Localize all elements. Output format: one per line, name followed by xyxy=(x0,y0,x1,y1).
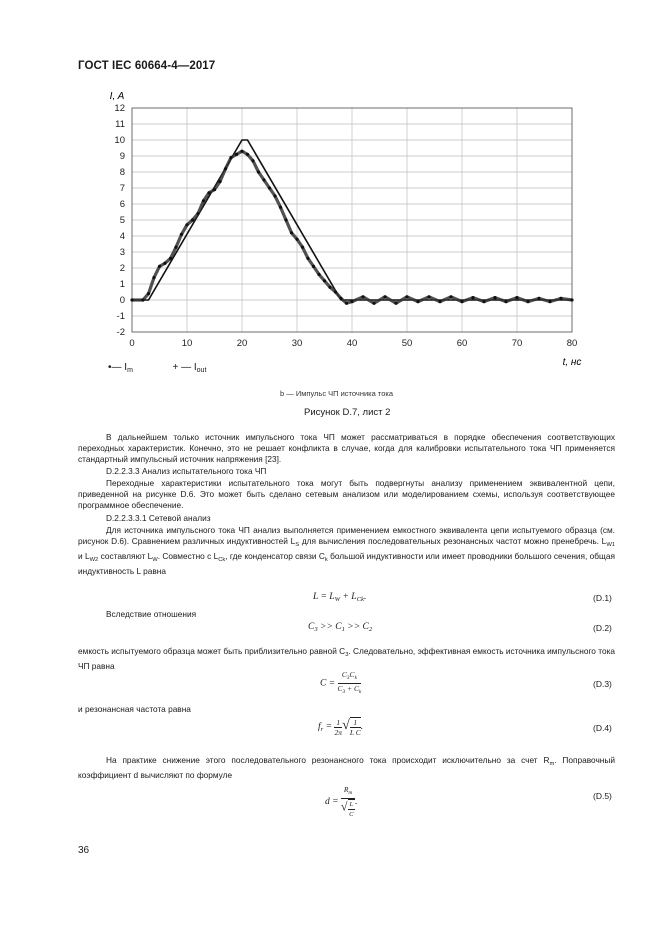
series-iout-point xyxy=(273,194,276,197)
series-iout-point xyxy=(224,167,227,170)
series-iout-point xyxy=(548,300,551,303)
series-iout-point xyxy=(526,300,529,303)
document-header: ГОСТ IEC 60664-4—2017 xyxy=(78,60,216,72)
equation-d5: d = $R_m$ √ $\frac{L}{C}$ . xyxy=(325,785,358,818)
series-iout-point xyxy=(405,295,408,298)
y-tick-label: 5 xyxy=(119,215,125,227)
series-iout-point xyxy=(213,188,216,191)
y-tick-label: 9 xyxy=(119,151,125,163)
series-iout-point xyxy=(251,159,254,162)
x-tick-label: 50 xyxy=(401,338,413,349)
x-tick-label: 40 xyxy=(346,338,358,349)
equation-number-d3: (D.3) xyxy=(593,679,612,689)
series-iout-point xyxy=(202,199,205,202)
series-iout-point xyxy=(295,238,298,241)
series-iout-point xyxy=(361,295,364,298)
x-tick-label: 80 xyxy=(566,338,578,349)
y-tick-label: -1 xyxy=(116,311,125,323)
series-iout-point xyxy=(383,295,386,298)
series-iout-point xyxy=(268,186,271,189)
y-tick-label: 10 xyxy=(114,135,125,147)
section-heading-d22333: D.2.2.3.3 Анализ испытательного тока ЧП xyxy=(106,466,267,476)
series-iout-point xyxy=(416,300,419,303)
y-tick-label: 7 xyxy=(119,183,125,195)
y-tick-label: 4 xyxy=(119,231,125,243)
series-iout-point xyxy=(471,296,474,299)
equation-number-d5: (D.5) xyxy=(593,791,612,801)
paragraph-5: Для источника импульсного тока ЧП анализ выполняется применением емкостного эквивалента цепи испытуемого образца (см. рисунок D.6). Сравнением различных индуктивностей $L_S$ для вычисления последовательных резонансных частот можно пренебречь. $L_{W1}$ и $L_{W2}$ составляют $L_W$. Совместно с $L_{Ck}$, где конденсатор связи $C_k$ большой индуктивности или имеет проводники большого сечения, общая индуктивность L равна xyxy=(78,525,616,577)
series-iout-point xyxy=(537,297,540,300)
paragraph-7: емкость испытуемого образца может быть приблизительно равной $C_3$. Следовательно, эффективная емкость источника импульсного тока ЧП равна xyxy=(78,646,615,672)
series-iout-point xyxy=(301,246,304,249)
series-iout-point xyxy=(169,257,172,260)
y-tick-label: 2 xyxy=(119,263,125,275)
series-iout-point xyxy=(345,302,348,305)
series-iout-point xyxy=(279,206,282,209)
series-iout-point xyxy=(141,298,144,301)
x-tick-label: 70 xyxy=(511,338,523,349)
y-tick-label: 6 xyxy=(119,199,125,211)
x-tick-label: 30 xyxy=(291,338,303,349)
series-iout-point xyxy=(185,223,188,226)
series-iout-point xyxy=(174,246,177,249)
y-tick-label: 1 xyxy=(119,279,125,291)
series-iout-point xyxy=(191,218,194,221)
series-iout-point xyxy=(262,178,265,181)
figure-subcaption: b — Импульс ЧП источника тока xyxy=(280,389,393,398)
series-iout-point xyxy=(317,273,320,276)
chart-legend xyxy=(108,362,206,374)
series-iout-point xyxy=(394,302,397,305)
x-tick-label: 10 xyxy=(181,338,193,349)
section-heading-d223331: D.2.2.3.3.1 Сетевой анализ xyxy=(106,513,211,523)
series-iout-point xyxy=(180,233,183,236)
paragraph-8: и резонансная частота равна xyxy=(78,704,191,714)
series-iout-point xyxy=(482,300,485,303)
series-iout-point xyxy=(196,212,199,215)
x-tick-label: 20 xyxy=(236,338,248,349)
series-iout-point xyxy=(438,300,441,303)
series-iout-point xyxy=(504,300,507,303)
y-tick-label: 11 xyxy=(115,119,125,131)
paragraph-6: Вследствие отношения xyxy=(106,609,197,619)
equation-d3: C = $\frac{C_3C_k}{C_3 + C_k}$ xyxy=(320,670,362,695)
series-iout-point xyxy=(427,295,430,298)
series-iout-point xyxy=(334,290,337,293)
y-tick-label: 0 xyxy=(119,295,125,307)
series-iout-point xyxy=(246,153,249,156)
series-iout-point xyxy=(284,218,287,221)
series-iout-point xyxy=(235,153,238,156)
series-iout-point xyxy=(460,300,463,303)
y-tick-label: 12 xyxy=(114,103,125,115)
series-iout-point xyxy=(328,286,331,289)
x-tick-label: 0 xyxy=(129,338,135,349)
series-iout-point xyxy=(493,296,496,299)
chart-x-axis-label: t, нс xyxy=(562,357,582,368)
series-iout-point xyxy=(290,231,293,234)
paragraph-3: Переходные характеристики испытательного тока могут быть подвергнуты анализу применением эквивалентной цепи, приведенной на рисунке D.6. Это может быть сделано сетевым анализом или моделированием схемы, используя соответствующее программное обеспечение. xyxy=(78,478,615,511)
series-iout-point xyxy=(229,156,232,159)
chart-y-axis-label: I, A xyxy=(109,91,125,102)
current-pulse-chart xyxy=(95,85,605,385)
series-iout-point xyxy=(339,297,342,300)
series-iout-point xyxy=(152,276,155,279)
equation-d4: $f_r$ = $\frac{1}{2\pi}$ √ $\frac{1}{\text{L C}}$ . xyxy=(318,717,364,737)
series-iout-point xyxy=(207,191,210,194)
series-iout-point xyxy=(570,298,573,301)
series-iout-point xyxy=(158,265,161,268)
equation-number-d4: (D.4) xyxy=(593,723,612,733)
series-iout-point xyxy=(257,170,260,173)
series-iout-point xyxy=(130,298,133,301)
series-iout-point xyxy=(240,150,243,153)
legend-item-iout: + — $I_{out}$ xyxy=(172,362,207,374)
y-tick-label: -2 xyxy=(116,327,125,339)
chart-svg xyxy=(95,85,605,385)
equation-number-d1: (D.1) xyxy=(593,593,612,603)
figure-caption: Рисунок D.7, лист 2 xyxy=(304,407,391,418)
y-tick-label: 8 xyxy=(119,167,125,179)
series-iout-point xyxy=(515,296,518,299)
equation-number-d2: (D.2) xyxy=(593,623,612,633)
series-iout-point xyxy=(559,297,562,300)
equation-d1: $L = L_W + L_{Ck}$. xyxy=(313,592,367,603)
equation-d2: $C_3 >> C_1 >> C_2$ xyxy=(308,622,373,633)
page-number: 36 xyxy=(78,845,90,856)
paragraph-9: На практике снижение этого последовательного резонансного тока происходит исключительно за счет $R_m$. Поправочный коэффициент d вычисляют по формуле xyxy=(78,755,615,781)
series-iout-point xyxy=(147,292,150,295)
series-iout-point xyxy=(218,180,221,183)
series-iout-point xyxy=(372,302,375,305)
series-iout-point xyxy=(449,295,452,298)
paragraph-1: В дальнейшем только источник импульсного тока ЧП может рассматриваться в порядке обеспечения соответствующих переходных характеристик. Конечно, это не решает конфликта в случае, когда для калибровки испытательного тока ЧП применяется стандартный импульсный источник напряжения [23]. xyxy=(78,432,615,465)
series-iout-point xyxy=(312,265,315,268)
x-tick-label: 60 xyxy=(456,338,468,349)
series-iout-point xyxy=(323,279,326,282)
series-iout-point xyxy=(306,257,309,260)
legend-item-im: •— $I_m$ xyxy=(108,362,133,374)
series-iout-point xyxy=(163,262,166,265)
series-iout-point xyxy=(350,300,353,303)
y-tick-label: 3 xyxy=(119,247,125,259)
